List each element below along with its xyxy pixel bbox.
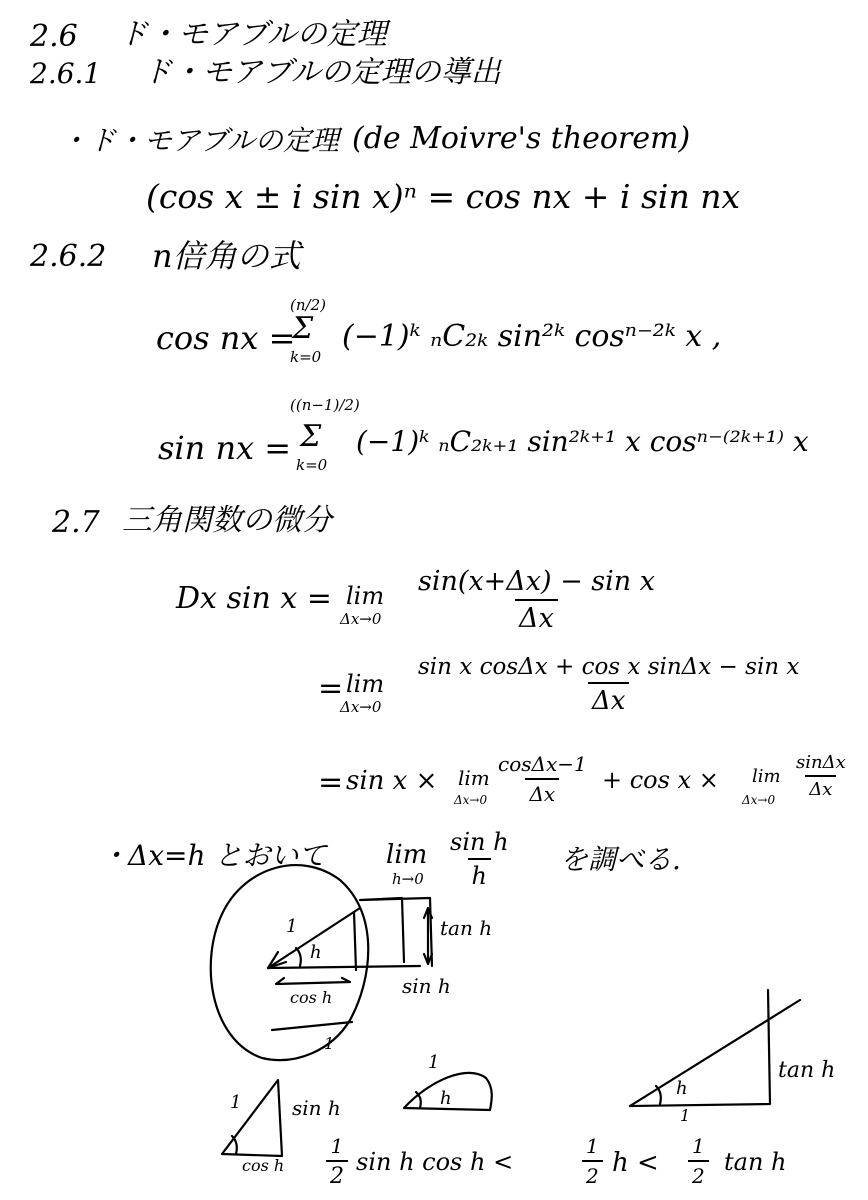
derivative-line3-lim2-sub: Δx→0: [742, 793, 776, 807]
limit-check-lim: lim: [386, 840, 428, 870]
triangle1-hypotenuse-label: 1: [230, 1092, 242, 1113]
sin-line: [354, 912, 356, 970]
section-title: ド・モアブルの定理: [118, 17, 387, 52]
sin-formula-lhs: sin nx =: [158, 429, 292, 467]
unit-circle-outline: [211, 865, 369, 1060]
sin-sum-lower-limit: k=0: [296, 456, 328, 474]
derivative-line1-lim: lim: [346, 582, 385, 610]
subsection-title: ド・モアブルの定理の導出: [142, 55, 501, 90]
inequality-half-1-numerator: 1: [330, 1134, 344, 1158]
inequality-term-3: tan h: [724, 1148, 787, 1176]
derivative-line3-fraction2-numerator: sinΔx: [796, 752, 846, 773]
triangle1-base-label: cos h: [242, 1156, 285, 1175]
angle-arc: [296, 948, 301, 966]
demoivre-english-name: (de Moivre's theorem): [352, 121, 691, 156]
limit-check-lim-sub: h→0: [392, 870, 424, 888]
triangle-tan: [630, 990, 800, 1106]
cos-arrow: [276, 978, 350, 984]
derivative-line2-denominator: Δx: [588, 682, 629, 716]
limit-check-suffix: を調べる.: [560, 843, 681, 876]
derivative-line3-lim2: lim: [752, 766, 781, 787]
multiple-angle-title: n倍角の式: [152, 237, 301, 275]
figure-sin-label: sin h: [402, 974, 451, 998]
derivative-line3-fraction2-denominator: Δx: [805, 775, 836, 800]
derivative-number: 2.7: [52, 505, 100, 540]
bottom-radius-line: [272, 1022, 352, 1030]
multiple-angle-number: 2.6.2: [30, 239, 107, 274]
cos-sum-sigma: Σ: [292, 311, 314, 346]
derivative-line3-fraction1-numerator: cosΔx−1: [498, 752, 587, 776]
figure-tan-label: tan h: [440, 916, 493, 940]
derivative-line3-lim1-sub: Δx→0: [454, 793, 488, 807]
sin-formula-rhs: (−1)ᵏ ₙC₂ₖ₊₁ sin²ᵏ⁺¹ x cosⁿ⁻⁽²ᵏ⁺¹⁾ x: [356, 425, 809, 458]
sector-angle-label: h: [440, 1088, 452, 1109]
derivative-title: 三角関数の微分: [122, 503, 332, 538]
figure-bottom-label: 1: [324, 1034, 335, 1053]
sector-radius-label: 1: [428, 1052, 440, 1073]
derivative-line1-lim-sub: Δx→0: [340, 610, 382, 628]
cos-base-line: [268, 966, 420, 968]
derivative-line3-equals: =: [318, 765, 344, 800]
sin-sum-sigma: Σ: [300, 419, 322, 454]
demoivre-label: ・ド・モアブルの定理: [60, 124, 339, 157]
derivative-line2-lim-sub: Δx→0: [340, 698, 382, 716]
derivative-line2-lim: lim: [346, 670, 385, 698]
inequality-half-3: [688, 1134, 709, 1188]
inequality-half-1: [326, 1134, 348, 1189]
inequality-half-2: [582, 1134, 603, 1188]
cos-formula-rhs: (−1)ᵏ ₙC₂ₖ sin²ᵏ cosⁿ⁻²ᵏ x ,: [342, 319, 722, 354]
derivative-line1-lhs: Dx sin x =: [176, 581, 332, 616]
limit-check-numerator: sin h: [450, 828, 509, 856]
figure-cos-label: cos h: [290, 988, 333, 1007]
triangle3-tan-label: tan h: [778, 1058, 836, 1083]
figure-angle-label: h: [310, 942, 322, 963]
inequality-half-2-numerator: 1: [586, 1134, 599, 1158]
triangle3-angle-label: h: [676, 1078, 688, 1099]
cos-sum-upper-limit: (n/2): [290, 296, 326, 314]
section-number: 2.6: [30, 19, 78, 54]
inequality-half-2-denominator: 2: [582, 1160, 603, 1188]
inequality-half-3-numerator: 1: [692, 1134, 705, 1158]
tangent-box: [360, 898, 432, 966]
derivative-line3-fraction1-denominator: Δx: [525, 778, 559, 806]
derivative-line2-equals: =: [318, 671, 344, 706]
derivative-line2-numerator: sin x cosΔx + cos x sinΔx − sin x: [418, 654, 800, 680]
inequality-term-1: sin h cos h <: [356, 1148, 514, 1176]
inequality-half-3-denominator: 2: [688, 1160, 709, 1188]
triangle3-base-label: 1: [680, 1106, 691, 1125]
derivative-line1-denominator: Δx: [515, 599, 558, 634]
subsection-number: 2.6.1: [30, 57, 102, 90]
demoivre-formula: (cos x ± i sin x)ⁿ = cos nx + i sin nx: [146, 177, 741, 216]
cos-formula-lhs: cos nx =: [156, 319, 296, 357]
inequality-term-2: h <: [612, 1148, 659, 1178]
figure-radius-label: 1: [286, 916, 298, 937]
cos-sum-lower-limit: k=0: [290, 348, 322, 366]
derivative-line3-lim1: lim: [458, 766, 490, 790]
limit-check-denominator: h: [468, 858, 491, 890]
derivative-line1-numerator: sin(x+Δx) − sin x: [418, 566, 656, 597]
limit-check-prefix: ・Δx=h とおいて: [100, 839, 327, 872]
derivative-line3-cos-term: + cos x ×: [602, 766, 719, 794]
triangle1-side-label: sin h: [292, 1096, 341, 1120]
inequality-half-1-denominator: 2: [326, 1160, 348, 1189]
derivative-line3-sin-term: sin x ×: [346, 766, 438, 796]
sin-sum-upper-limit: ((n−1)/2): [290, 396, 360, 414]
